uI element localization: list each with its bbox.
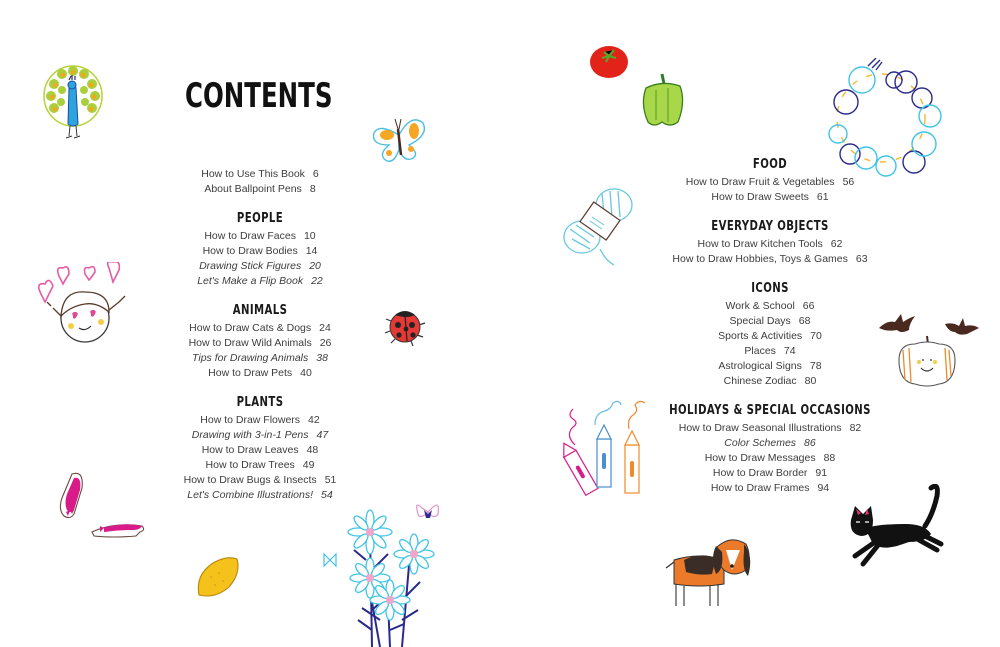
toc-entry[interactable]: Sports & Activities 70 (718, 330, 822, 342)
toc-entry[interactable]: How to Draw Faces 10 (204, 230, 316, 242)
section-heading: EVERYDAY OBJECTS (711, 219, 829, 234)
toc-entry[interactable]: How to Draw Leaves 48 (201, 444, 319, 456)
section-heading: PEOPLE (236, 211, 284, 226)
toc-right-column (640, 156, 900, 496)
toc-section-icons (640, 280, 900, 389)
black-cat-icon (845, 484, 945, 570)
toc-left-column (150, 167, 370, 503)
section-heading: ANIMALS (232, 303, 288, 318)
toc-section-everyday-objects (640, 218, 900, 267)
yarn-ball-icon (560, 183, 644, 268)
cosmos-flowers-icon (310, 490, 460, 647)
toc-section-holidays (640, 402, 900, 496)
toc-entry[interactable]: Let's Combine Illustrations! 54 (187, 489, 333, 501)
section-heading: FOOD (752, 157, 788, 172)
ladybug-icon (385, 305, 427, 347)
toc-entry[interactable]: Drawing Stick Figures 20 (199, 260, 321, 272)
toc-entry[interactable]: How to Draw Kitchen Tools 62 (697, 238, 843, 250)
flower-wreath-icon (816, 58, 946, 178)
toc-entry[interactable]: How to Draw Bugs & Insects 51 (183, 474, 337, 486)
bats-and-pumpkin-icon (875, 310, 985, 390)
section-heading: HOLIDAYS & SPECIAL OCCASIONS (669, 403, 871, 418)
toc-entry[interactable]: Astrological Signs 78 (718, 360, 822, 372)
toc-entry[interactable]: Places 74 (744, 345, 796, 357)
green-pepper-icon (640, 72, 686, 130)
peacock-icon (42, 62, 104, 147)
toc-intro (150, 167, 370, 197)
toc-entry[interactable]: How to Draw Bodies 14 (202, 245, 318, 257)
toc-entry[interactable]: Chinese Zodiac 80 (723, 375, 817, 387)
toc-entry[interactable]: How to Draw Trees 49 (205, 459, 315, 471)
toc-entry[interactable]: How to Draw Frames 94 (710, 482, 830, 494)
toc-section-people (150, 210, 370, 289)
toc-entry[interactable]: Special Days 68 (729, 315, 811, 327)
toc-entry[interactable]: Drawing with 3-in-1 Pens 47 (191, 429, 329, 441)
page-number: 8 (309, 183, 316, 195)
toc-entry[interactable]: How to Draw Wild Animals 26 (188, 337, 332, 349)
page-title: CONTENTS (185, 76, 333, 116)
toc-entry[interactable]: How to Draw Cats & Dogs 24 (189, 322, 331, 334)
toc-entry[interactable]: Let's Make a Flip Book 22 (197, 275, 323, 287)
toc-entry[interactable]: Tips for Drawing Animals 38 (192, 352, 328, 364)
girl-face-icon (33, 262, 143, 352)
beagle-dog-icon (660, 530, 760, 610)
lemon-icon (193, 553, 243, 601)
toc-entry[interactable]: About Ballpoint Pens 8 (204, 183, 316, 195)
crayons-icon (555, 395, 655, 515)
toc-entry[interactable]: How to Draw Sweets 61 (711, 191, 829, 203)
section-heading: ICONS (751, 281, 789, 296)
right-page (500, 0, 1000, 647)
toc-entry[interactable]: How to Use This Book 6 (201, 168, 319, 180)
ballet-flats-icon (52, 470, 147, 545)
toc-section-plants (150, 394, 370, 503)
toc-entry[interactable]: Color Schemes 86 (724, 437, 816, 449)
toc-section-animals (150, 302, 370, 381)
page-number: 6 (312, 168, 319, 180)
toc-entry[interactable]: How to Draw Fruit & Vegetables 56 (685, 176, 855, 188)
toc-entry[interactable]: How to Draw Messages 88 (704, 452, 836, 464)
toc-entry[interactable]: How to Draw Border 91 (712, 467, 828, 479)
toc-entry[interactable]: How to Draw Pets 40 (208, 367, 312, 379)
toc-entry[interactable]: How to Draw Seasonal Illustrations 82 (678, 422, 862, 434)
butterfly-icon (369, 115, 429, 167)
toc-entry[interactable]: How to Draw Flowers 42 (200, 414, 320, 426)
tomato-icon (588, 42, 630, 80)
toc-entry[interactable]: Work & School 66 (725, 300, 815, 312)
toc-entry[interactable]: How to Draw Hobbies, Toys & Games 63 (672, 253, 868, 265)
section-heading: PLANTS (236, 395, 284, 410)
